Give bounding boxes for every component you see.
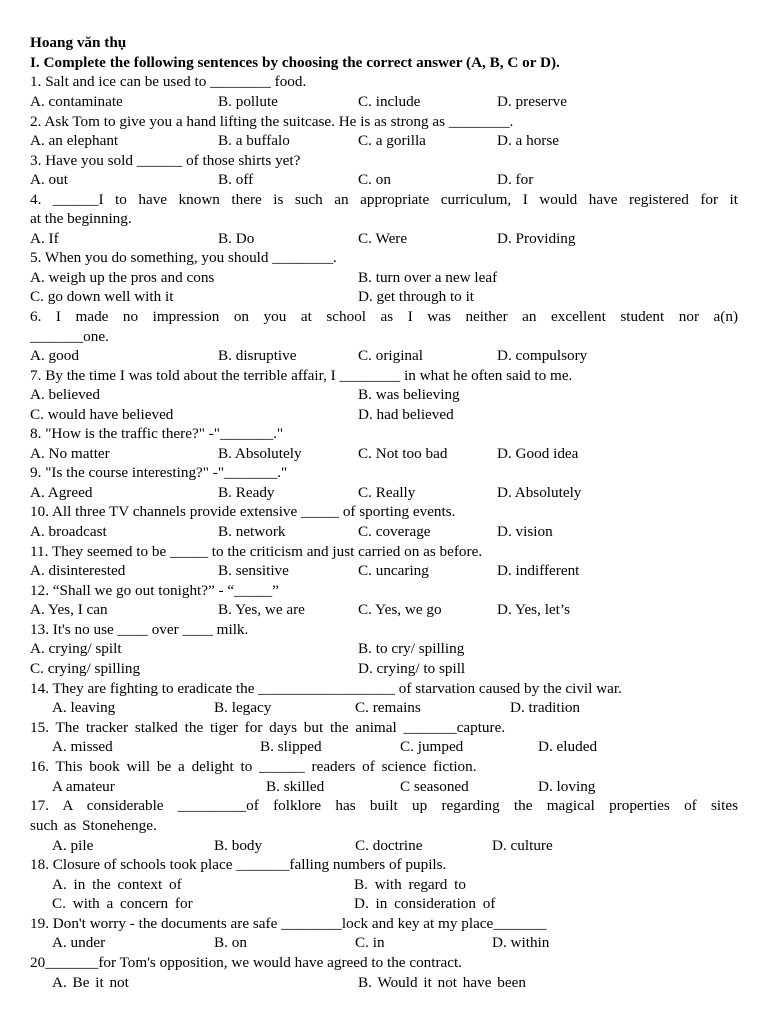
answer-option: C. Were: [358, 230, 408, 247]
answer-option: A. under: [52, 934, 106, 951]
answer-option: C. include: [358, 93, 421, 110]
answer-option: B. slipped: [260, 738, 322, 755]
answer-option: B. legacy: [214, 699, 272, 716]
answer-option: D. Providing: [497, 230, 576, 247]
answer-option: B. was believing: [358, 386, 460, 403]
answer-option: B. Absolutely: [218, 445, 302, 462]
answer-option: B. off: [218, 171, 254, 188]
answer-option: C. doctrine: [355, 837, 423, 854]
question-stem: 7. By the time I was told about the terrible affair, I ________ in what he often said to me.: [30, 367, 573, 384]
answer-option: A. If: [30, 230, 59, 247]
answer-option: B. Would it not have been: [358, 974, 526, 991]
answer-option: D. in consideration of: [354, 895, 496, 912]
answer-option: C. remains: [355, 699, 421, 716]
answer-option: B. turn over a new leaf: [358, 269, 498, 286]
answer-option: D. crying/ to spill: [358, 660, 466, 677]
answer-option: B. body: [214, 837, 263, 854]
answer-option: A amateur: [52, 778, 115, 795]
answer-option: B. pollute: [218, 93, 278, 110]
answer-option: B. disruptive: [218, 347, 297, 364]
answer-option: D. vision: [497, 523, 553, 540]
answer-option: D. preserve: [497, 93, 567, 110]
answer-option: C. with a concern for: [52, 895, 193, 912]
answer-option: D. Absolutely: [497, 484, 582, 501]
answer-option: D. loving: [538, 778, 596, 795]
question-stem: 4. ______I to have known there is such an appropriate curriculum, I would have registered for it: [30, 191, 738, 208]
answer-option: A. Agreed: [30, 484, 93, 501]
question-stem-continued: _______one.: [30, 328, 109, 345]
question-stem: 6. I made no impression on you at school as I was neither an excellent student nor a(n): [30, 308, 738, 325]
answer-option: A. crying/ spilt: [30, 640, 122, 657]
question-stem-continued: such as Stonehenge.: [30, 817, 157, 834]
question-stem: 10. All three TV channels provide extensive _____ of sporting events.: [30, 503, 456, 520]
answer-option: C. Yes, we go: [358, 601, 442, 618]
question-stem: 20_______for Tom's opposition, we would have agreed to the contract.: [30, 954, 463, 971]
answer-option: B. skilled: [266, 778, 325, 795]
section-title: I. Complete the following sentences by choosing the correct answer (A, B, C or D).: [30, 54, 560, 71]
answer-option: C. on: [358, 171, 391, 188]
answer-option: A. contaminate: [30, 93, 123, 110]
question-stem: 2. Ask Tom to give you a hand lifting the suitcase. He is as strong as ________.: [30, 113, 514, 130]
answer-option: A. pile: [52, 837, 94, 854]
answer-option: C. would have believed: [30, 406, 174, 423]
answer-option: A. disinterested: [30, 562, 126, 579]
question-stem: 3. Have you sold ______ of those shirts yet?: [30, 152, 301, 169]
author-name: Hoang văn thụ: [30, 34, 127, 51]
answer-option: C. in: [355, 934, 385, 951]
answer-option: B. to cry/ spilling: [358, 640, 465, 657]
answer-option: D. indifferent: [497, 562, 580, 579]
answer-option: A. leaving: [52, 699, 116, 716]
question-stem: 14. They are fighting to eradicate the __________________ of starvation caused by the civil war.: [30, 680, 622, 697]
answer-option: A. Be it not: [52, 974, 129, 991]
answer-option: A. in the context of: [52, 876, 182, 893]
answer-option: B. a buffalo: [218, 132, 290, 149]
answer-option: C. Not too bad: [358, 445, 448, 462]
answer-option: A. good: [30, 347, 79, 364]
answer-option: D. compulsory: [497, 347, 588, 364]
answer-option: D. within: [492, 934, 550, 951]
answer-option: B. sensitive: [218, 562, 289, 579]
question-stem: 1. Salt and ice can be used to ________ food.: [30, 73, 307, 90]
question-stem: 12. “Shall we go out tonight?” - “_____”: [30, 582, 279, 599]
answer-option: A. missed: [52, 738, 113, 755]
answer-option: C. a gorilla: [358, 132, 426, 149]
question-stem: 17. A considerable _________of folklore has built up regarding the magical properties of sites: [30, 797, 738, 814]
question-stem-continued: at the beginning.: [30, 210, 132, 227]
answer-option: D. tradition: [510, 699, 581, 716]
answer-option: C. crying/ spilling: [30, 660, 141, 677]
answer-option: C seasoned: [400, 778, 469, 795]
answer-option: D. eluded: [538, 738, 598, 755]
answer-option: D. culture: [492, 837, 553, 854]
answer-option: C. go down well with it: [30, 288, 174, 305]
answer-option: A. No matter: [30, 445, 110, 462]
answer-option: D. Good idea: [497, 445, 579, 462]
answer-option: C. original: [358, 347, 423, 364]
answer-option: C. coverage: [358, 523, 431, 540]
answer-option: B. with regard to: [354, 876, 466, 893]
question-stem: 13. It's no use ____ over ____ milk.: [30, 621, 249, 638]
answer-option: D. Yes, let’s: [497, 601, 570, 618]
question-stem: 19. Don't worry - the documents are safe ________lock and key at my place_______: [30, 915, 547, 932]
question-stem: 5. When you do something, you should ________.: [30, 249, 337, 266]
answer-option: D. had believed: [358, 406, 454, 423]
answer-option: C. uncaring: [358, 562, 429, 579]
answer-option: A. believed: [30, 386, 101, 403]
answer-option: A. broadcast: [30, 523, 107, 540]
answer-option: A. out: [30, 171, 68, 188]
answer-option: A. weigh up the pros and cons: [30, 269, 215, 286]
question-stem: 15. The tracker stalked the tiger for days but the animal _______capture.: [30, 719, 506, 736]
question-stem: 9. "Is the course interesting?" -"_______.": [30, 464, 288, 481]
answer-option: D. a horse: [497, 132, 559, 149]
answer-option: D. get through to it: [358, 288, 475, 305]
answer-option: C. Really: [358, 484, 416, 501]
answer-option: A. Yes, I can: [30, 601, 108, 618]
answer-option: A. an elephant: [30, 132, 119, 149]
answer-option: B. Yes, we are: [218, 601, 305, 618]
answer-option: B. network: [218, 523, 286, 540]
answer-option: B. Do: [218, 230, 255, 247]
question-stem: 8. "How is the traffic there?" -"_______.": [30, 425, 284, 442]
answer-option: C. jumped: [400, 738, 464, 755]
answer-option: D. for: [497, 171, 534, 188]
answer-option: B. on: [214, 934, 247, 951]
question-stem: 11. They seemed to be _____ to the criticism and just carried on as before.: [30, 543, 483, 560]
answer-option: B. Ready: [218, 484, 275, 501]
question-stem: 18. Closure of schools took place _______falling numbers of pupils.: [30, 856, 447, 873]
question-stem: 16. This book will be a delight to ______ readers of science fiction.: [30, 758, 477, 775]
